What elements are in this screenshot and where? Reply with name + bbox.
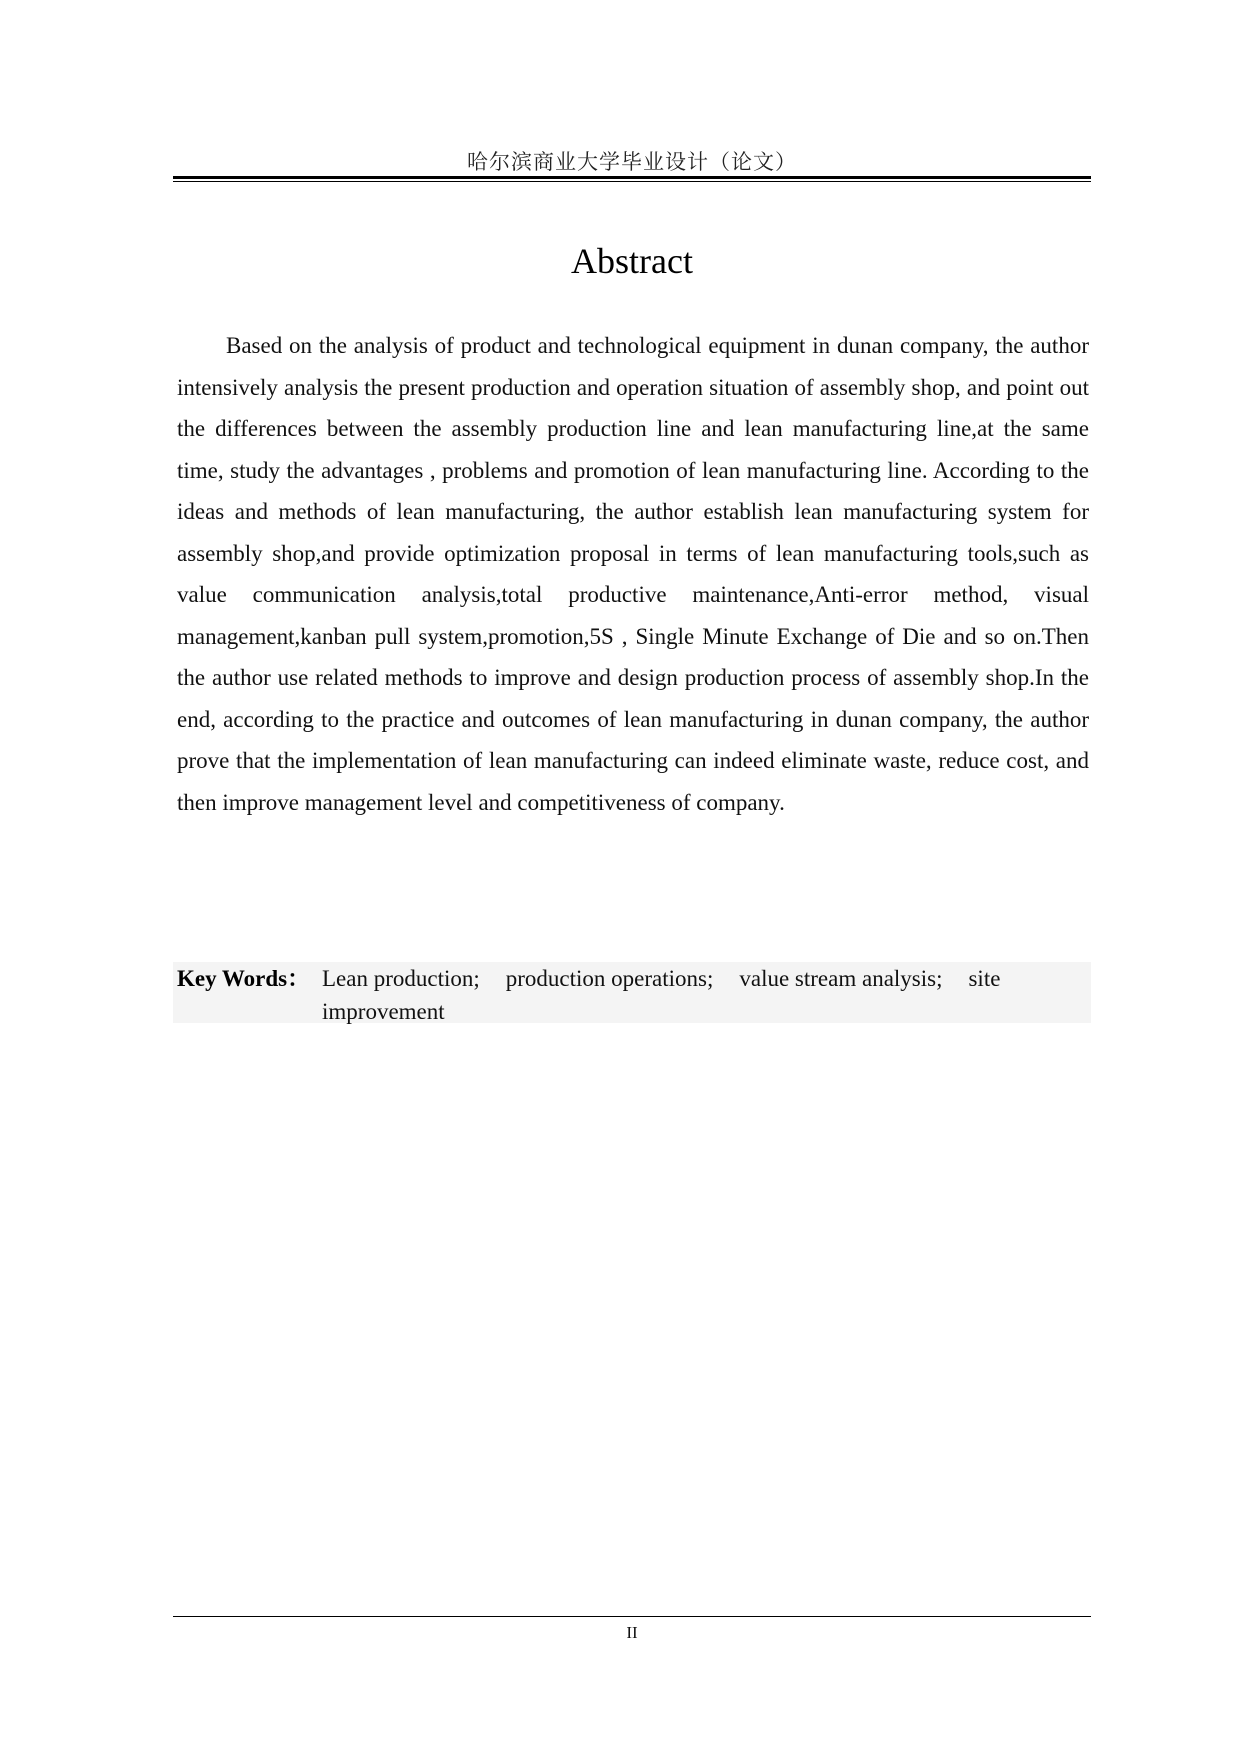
footer-rule xyxy=(173,1616,1091,1617)
keywords-block xyxy=(173,962,1091,1023)
page-header-title: 哈尔滨商业大学毕业设计（论文） xyxy=(467,150,797,174)
keyword-item: site improvement xyxy=(322,966,1001,1024)
keyword-item: production operations; xyxy=(505,966,714,991)
abstract-title: Abstract xyxy=(571,241,693,281)
keyword-item: value stream analysis; xyxy=(739,966,943,991)
abstract-body: Based on the analysis of product and technological equipment in dunan company, the author intensively analysis the present production and operation situation of assembly shop, and point out the differences between the assembly production line and lean manufacturing line,at the same time, study the advantages , problems and promotion of lean manufacturing line. According to the ideas and methods of lean manufacturing, the author establish lean manufacturing system for assembly shop,and provide optimization proposal in terms of lean manufacturing tools,such as value communication analysis,total productive maintenance,Anti-error method, visual management,kanban pull system,promotion,5S , Single Minute Exchange of Die and so on.Then the author use related methods to improve and design production process of assembly shop.In the end, according to the practice and outcomes of lean manufacturing in dunan company, the author prove that the implementation of lean manufacturing can indeed eliminate waste, reduce cost, and then improve management level and competitiveness of company. xyxy=(177,333,1089,815)
header-rule-thin xyxy=(173,181,1091,182)
header-rule-thick xyxy=(173,176,1091,179)
keywords-list xyxy=(322,962,1082,1028)
keyword-item: Lean production; xyxy=(322,966,480,991)
keywords-label: Key Words： xyxy=(177,966,311,991)
page-number: II xyxy=(626,1623,638,1642)
